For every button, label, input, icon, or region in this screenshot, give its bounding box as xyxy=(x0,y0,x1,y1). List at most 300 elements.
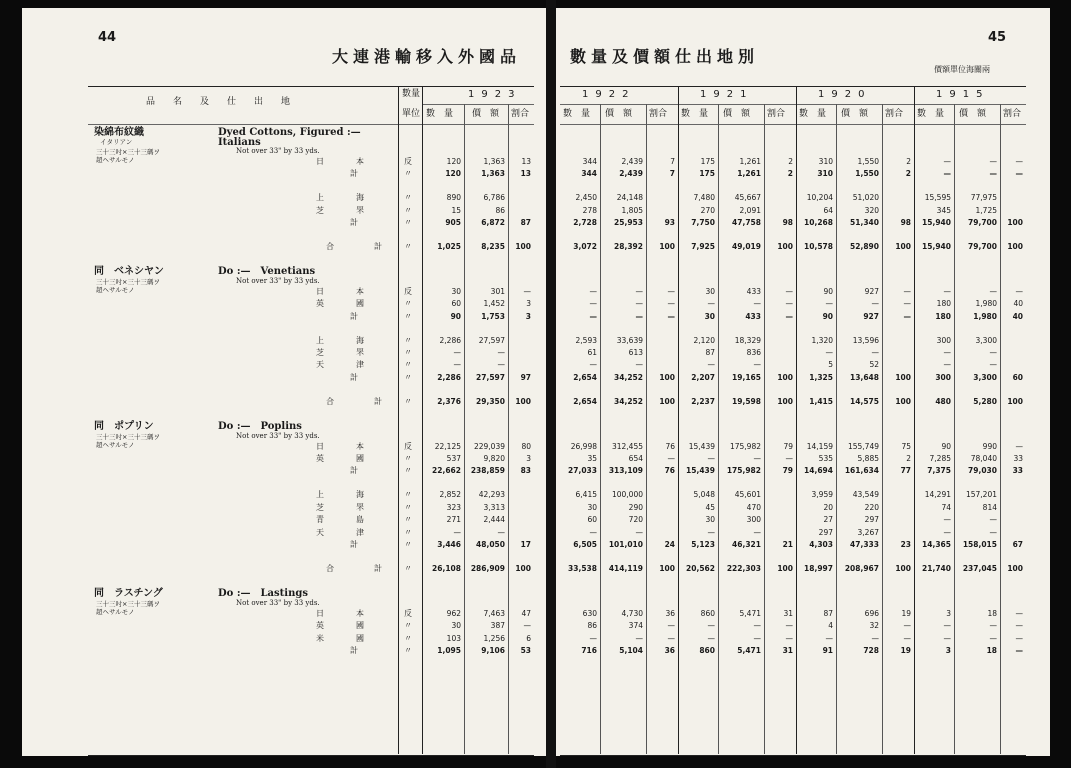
cell-value: — xyxy=(589,360,597,370)
cell-value: 2,207 xyxy=(691,372,715,382)
cell-value: 100 xyxy=(1007,218,1023,228)
cell-value: 2,286 xyxy=(437,372,461,382)
cell-value: — xyxy=(943,360,951,370)
right-page-title: 數量及價額仕出地別 xyxy=(570,47,760,66)
cell-value: 79,700 xyxy=(968,218,997,228)
cell-value: — xyxy=(903,633,911,643)
item-name-en: Dyed Cottons, Figured :— xyxy=(218,127,361,138)
cell-value: 43,549 xyxy=(852,490,879,500)
cell-value: 320 xyxy=(864,205,879,215)
cell-value: 696 xyxy=(864,608,879,618)
cell-value: 344 xyxy=(582,157,597,166)
qty-unit: 〃 xyxy=(404,645,412,655)
cell-value: — xyxy=(635,527,643,537)
qty-header: 數 量 xyxy=(681,109,709,119)
cell-value: 7,463 xyxy=(483,608,505,618)
cell-value: 286,909 xyxy=(470,563,505,573)
cell-value: 6,786 xyxy=(483,193,505,203)
origin-place: 日 本 xyxy=(316,608,364,618)
cell-value: 74 xyxy=(941,502,951,512)
cell-value: 237,045 xyxy=(962,563,997,573)
cell-value: 24 xyxy=(664,539,675,549)
cell-value: 29,350 xyxy=(476,396,505,406)
cell-value: 278 xyxy=(582,205,597,215)
cell-value: 100 xyxy=(777,396,793,406)
cell-value: 15,940 xyxy=(922,242,951,251)
cell-value: 4,303 xyxy=(809,539,833,549)
col-rule xyxy=(646,104,647,754)
cell-value: 79,700 xyxy=(968,242,997,251)
right-page-number: 45 xyxy=(988,30,1007,45)
qty-unit: 〃 xyxy=(404,299,412,309)
left-page xyxy=(22,8,546,756)
cell-value: 78,040 xyxy=(970,454,997,463)
cell-value: 34,252 xyxy=(614,372,643,382)
cell-value: 19 xyxy=(901,608,911,618)
subtotal-label: 計 xyxy=(350,169,358,179)
value-header: 價 額 xyxy=(723,109,751,119)
cell-value: 35 xyxy=(587,454,597,463)
cell-value: 3,300 xyxy=(973,372,997,382)
share-header: 割合 xyxy=(511,109,530,119)
cell-value: 6,505 xyxy=(573,539,597,549)
cell-value: 100 xyxy=(777,242,793,251)
left-table xyxy=(88,86,534,756)
cell-value: 33,538 xyxy=(568,563,597,573)
cell-value: 8,235 xyxy=(481,242,505,251)
cell-value: — xyxy=(1015,441,1023,451)
subtotal-label: 計 xyxy=(350,311,358,321)
cell-value: 80 xyxy=(521,441,531,451)
cell-value: 75 xyxy=(901,441,911,451)
cell-value: 100 xyxy=(777,372,793,382)
year-header-3: 1915 xyxy=(936,89,990,100)
cell-value: 97 xyxy=(520,372,531,382)
origin-place: 英 國 xyxy=(316,621,364,631)
share-header: 割合 xyxy=(767,109,786,119)
cell-value: 7,925 xyxy=(691,242,715,251)
cell-value: 100 xyxy=(659,242,675,251)
cell-value: 300 xyxy=(936,335,951,345)
cell-value: 3,313 xyxy=(483,502,505,512)
cell-value: — xyxy=(667,454,675,463)
spec-jp-2: 超ヘサルモノ xyxy=(96,156,135,164)
qty-unit: 反 xyxy=(404,441,412,451)
right-page xyxy=(556,8,1050,756)
cell-value: — xyxy=(635,311,643,321)
cell-value: — xyxy=(707,454,715,463)
header-rule xyxy=(88,124,534,125)
qty-unit: 〃 xyxy=(404,515,412,525)
cell-value: 860 xyxy=(699,645,715,655)
cell-value: — xyxy=(667,299,675,309)
col-rule xyxy=(882,104,883,754)
qty-unit-header-2: 單位 xyxy=(402,109,421,119)
cell-value: — xyxy=(667,633,675,643)
cell-value: 20,562 xyxy=(686,563,715,573)
total-label: 合 計 xyxy=(326,242,382,251)
cell-value: — xyxy=(707,360,715,370)
cell-value: 238,859 xyxy=(470,466,505,476)
item-name-jp: 同 ベネシヤン xyxy=(94,265,164,277)
cell-value: 100 xyxy=(659,563,675,573)
cell-value: 836 xyxy=(746,348,761,357)
cell-value: 300 xyxy=(935,372,951,382)
cell-value: 100 xyxy=(659,396,675,406)
cell-value: — xyxy=(871,633,879,643)
cell-value: — xyxy=(943,527,951,537)
value-header: 價 額 xyxy=(841,109,869,119)
col-rule xyxy=(508,104,509,754)
cell-value: — xyxy=(589,633,597,643)
spec-jp: 三十三吋×三十三碼ヲ xyxy=(96,599,160,608)
cell-value: 1,980 xyxy=(975,299,997,309)
cell-value: 36 xyxy=(665,608,675,618)
cell-value: 2,439 xyxy=(619,169,643,179)
cell-value: 23 xyxy=(900,539,911,549)
cell-value: 3 xyxy=(945,645,951,655)
cell-value: 19,598 xyxy=(732,396,761,406)
cell-value: 300 xyxy=(746,515,761,525)
cell-value: 3,267 xyxy=(857,527,879,537)
cell-value: — xyxy=(707,621,715,631)
cell-value: 14,575 xyxy=(850,396,879,406)
cell-value: 27 xyxy=(823,515,833,525)
cell-value: 387 xyxy=(490,621,505,631)
cell-value: 3,300 xyxy=(975,335,997,345)
cell-value: — xyxy=(753,299,761,309)
cell-value: 4,730 xyxy=(621,608,643,618)
cell-value: 271 xyxy=(446,515,461,525)
cell-value: — xyxy=(497,527,505,537)
cell-value: 814 xyxy=(982,502,997,512)
item-name-en: Do :— Poplins xyxy=(218,420,302,432)
cell-value: 14,694 xyxy=(804,466,833,476)
cell-value: — xyxy=(1015,621,1023,631)
cell-value: 30 xyxy=(705,286,715,296)
cell-value: 120 xyxy=(445,169,461,179)
qty-header: 數 量 xyxy=(426,109,454,119)
subtotal-label: 計 xyxy=(350,539,358,549)
cell-value: 100 xyxy=(515,242,531,251)
cell-value: 1,452 xyxy=(483,299,505,309)
cell-value: 10,578 xyxy=(804,242,833,251)
cell-value: 2,444 xyxy=(483,515,505,525)
cell-value: 86 xyxy=(587,621,597,631)
subtotal-label: 計 xyxy=(350,372,358,382)
cell-value: 7,480 xyxy=(693,193,715,203)
cell-value: 5,104 xyxy=(619,645,643,655)
col-rule xyxy=(398,86,399,754)
cell-value: 15 xyxy=(451,205,461,215)
qty-unit: 〃 xyxy=(404,372,412,382)
qty-unit: 反 xyxy=(404,608,412,618)
cell-value: 25,953 xyxy=(614,218,643,228)
cell-value: 83 xyxy=(520,466,531,476)
cell-value: 2,852 xyxy=(439,490,461,500)
binding-gutter xyxy=(546,0,556,768)
item-name-jp-2: イタリアン xyxy=(100,138,133,146)
cell-value: 2,237 xyxy=(691,396,715,406)
cell-value: 290 xyxy=(628,502,643,512)
cell-value: 1,320 xyxy=(811,335,833,345)
cell-value: 2,120 xyxy=(693,335,715,345)
cell-value: 2,091 xyxy=(739,205,761,215)
item-name-jp: 同 ラスチング xyxy=(94,587,163,599)
origin-place: 芝 罘 xyxy=(316,502,364,512)
qty-unit: 〃 xyxy=(404,360,412,370)
cell-value: 3 xyxy=(526,299,531,309)
cell-value: 374 xyxy=(628,621,643,631)
cell-value: 2,654 xyxy=(573,396,597,406)
cell-value: 13 xyxy=(520,169,531,179)
item-name-jp: 染綿布紋織 xyxy=(94,127,144,138)
cell-value: 3,959 xyxy=(811,490,833,500)
cell-value: — xyxy=(943,348,951,357)
cell-value: 103 xyxy=(446,633,461,643)
cell-value: 42,293 xyxy=(478,490,505,500)
cell-value: 52,890 xyxy=(850,242,879,251)
cell-value: 45 xyxy=(705,502,715,512)
cell-value: 19 xyxy=(900,645,911,655)
spec-en: Not over 33" by 33 yds. xyxy=(236,276,320,285)
cell-value: 175 xyxy=(700,157,715,166)
qty-unit: 〃 xyxy=(404,335,412,345)
cell-value: — xyxy=(943,169,951,179)
qty-header: 數 量 xyxy=(917,109,945,119)
qty-header: 數 量 xyxy=(563,109,591,119)
cell-value: 120 xyxy=(446,157,461,166)
cell-value: 1,256 xyxy=(483,633,505,643)
cell-value: 100 xyxy=(895,372,911,382)
cell-value: 2,286 xyxy=(439,335,461,345)
cell-value: — xyxy=(785,311,793,321)
cell-value: 45,667 xyxy=(734,193,761,203)
cell-value: 3 xyxy=(525,311,531,321)
cell-value: — xyxy=(589,311,597,321)
cell-value: 312,455 xyxy=(611,441,643,451)
origin-place: 芝 罘 xyxy=(316,348,364,357)
cell-value: 1,363 xyxy=(481,169,505,179)
cell-value: 1,980 xyxy=(973,311,997,321)
cell-value: — xyxy=(523,286,531,296)
share-header: 割合 xyxy=(885,109,904,119)
qty-unit: 〃 xyxy=(404,466,412,476)
cell-value: 33,639 xyxy=(616,335,643,345)
cell-value: — xyxy=(753,360,761,370)
cell-value: 1,725 xyxy=(975,205,997,215)
cell-value: 14,291 xyxy=(924,490,951,500)
cell-value: 31 xyxy=(782,645,793,655)
cell-value: 220 xyxy=(864,502,879,512)
cell-value: 5,471 xyxy=(739,608,761,618)
qty-unit: 〃 xyxy=(404,527,412,537)
cell-value: 28,392 xyxy=(614,242,643,251)
cell-value: 6 xyxy=(526,633,531,643)
cell-value: — xyxy=(453,360,461,370)
cell-value: 208,967 xyxy=(844,563,879,573)
cell-value: 48,050 xyxy=(476,539,505,549)
cell-value: 2 xyxy=(788,157,793,166)
cell-value: — xyxy=(1015,608,1023,618)
cell-value: — xyxy=(989,286,997,296)
cell-value: — xyxy=(785,454,793,463)
year-header-2: 1920 xyxy=(818,89,872,100)
cell-value: 2,654 xyxy=(573,372,597,382)
cell-value: 40 xyxy=(1013,299,1023,309)
origin-place: 上 海 xyxy=(316,335,364,345)
cell-value: — xyxy=(903,299,911,309)
cell-value: 2,728 xyxy=(573,218,597,228)
cell-value: — xyxy=(453,348,461,357)
unit-note: 價額單位海關兩 xyxy=(934,65,990,74)
cell-value: 1,550 xyxy=(855,169,879,179)
cell-value: 100 xyxy=(659,372,675,382)
spec-jp: 三十三吋×三十三碼ヲ xyxy=(96,277,160,286)
origin-place: 天 津 xyxy=(316,360,364,370)
cell-value: — xyxy=(871,348,879,357)
cell-value: 22,662 xyxy=(432,466,461,476)
origin-place: 米 國 xyxy=(316,633,364,643)
total-label: 合 計 xyxy=(326,563,382,573)
cell-value: 64 xyxy=(823,205,833,215)
cell-value: 101,010 xyxy=(608,539,643,549)
cell-value: 49,019 xyxy=(732,242,761,251)
cell-value: 100 xyxy=(515,563,531,573)
cell-value: 4 xyxy=(828,621,833,631)
cell-value: 1,261 xyxy=(739,157,761,166)
cell-value: 9,820 xyxy=(483,454,505,463)
cell-value: 1,363 xyxy=(483,157,505,166)
cell-value: 5 xyxy=(828,360,833,370)
cell-value: 716 xyxy=(581,645,597,655)
origin-place: 英 國 xyxy=(316,454,364,463)
cell-value: 20 xyxy=(823,502,833,512)
cell-value: 2 xyxy=(905,169,911,179)
cell-value: 90 xyxy=(941,441,951,451)
cell-value: — xyxy=(707,299,715,309)
cell-value: 860 xyxy=(700,608,715,618)
cell-value: 1,753 xyxy=(481,311,505,321)
origin-place: 上 海 xyxy=(316,193,364,203)
subtotal-label: 計 xyxy=(350,645,358,655)
cell-value: 30 xyxy=(451,621,461,631)
value-header: 價 額 xyxy=(605,109,633,119)
cell-value: 5,123 xyxy=(691,539,715,549)
cell-value: 98 xyxy=(900,218,911,228)
cell-value: 30 xyxy=(451,286,461,296)
cell-value: — xyxy=(667,286,675,296)
cell-value: — xyxy=(785,286,793,296)
cell-value: 19,165 xyxy=(732,372,761,382)
cell-value: 15,439 xyxy=(686,466,715,476)
cell-value: 60 xyxy=(1012,372,1023,382)
cell-value: 5,885 xyxy=(857,454,879,463)
cell-value: 47 xyxy=(521,608,531,618)
cell-value: 175 xyxy=(699,169,715,179)
right-table xyxy=(560,86,1026,756)
cell-value: 535 xyxy=(818,454,833,463)
cell-value: 30 xyxy=(704,311,715,321)
cell-value: 10,204 xyxy=(806,193,833,203)
cell-value: 2 xyxy=(787,169,793,179)
cell-value: — xyxy=(943,621,951,631)
cell-value: 7 xyxy=(669,169,675,179)
cell-value: — xyxy=(943,286,951,296)
cell-value: 433 xyxy=(745,311,761,321)
cell-value: 2,439 xyxy=(621,157,643,166)
cell-value: 3 xyxy=(526,454,531,463)
cell-value: 24,148 xyxy=(616,193,643,203)
cell-value: 654 xyxy=(628,454,643,463)
item-name-en-2: Italians xyxy=(218,137,261,148)
cell-value: 60 xyxy=(587,515,597,525)
origin-place: 天 津 xyxy=(316,527,364,537)
cell-value: — xyxy=(1015,645,1023,655)
cell-value: — xyxy=(785,299,793,309)
spec-jp-2: 超ヘサルモノ xyxy=(96,607,135,616)
cell-value: 720 xyxy=(628,515,643,525)
cell-value: — xyxy=(635,299,643,309)
cell-value: 13 xyxy=(521,157,531,166)
qty-unit: 〃 xyxy=(404,242,412,251)
cell-value: 33 xyxy=(1012,466,1023,476)
cell-value: — xyxy=(589,527,597,537)
cell-value: 27,033 xyxy=(568,466,597,476)
cell-value: — xyxy=(667,621,675,631)
cell-value: 17 xyxy=(520,539,531,549)
cell-value: 7 xyxy=(670,157,675,166)
cell-value: 53 xyxy=(520,645,531,655)
cell-value: 344 xyxy=(581,169,597,179)
cell-value: 1,805 xyxy=(621,205,643,215)
cell-value: — xyxy=(753,621,761,631)
qty-unit: 〃 xyxy=(404,502,412,512)
cell-value: 6,415 xyxy=(575,490,597,500)
cell-value: 7,285 xyxy=(929,454,951,463)
qty-unit: 〃 xyxy=(404,563,412,573)
cell-value: — xyxy=(989,360,997,370)
left-page-title: 大連港輸移入外國品 xyxy=(332,47,522,66)
share-header: 割合 xyxy=(649,109,668,119)
cell-value: 21,740 xyxy=(922,563,951,573)
cell-value: 90 xyxy=(822,311,833,321)
cell-value: 270 xyxy=(700,205,715,215)
cell-value: 222,303 xyxy=(726,563,761,573)
cell-value: 927 xyxy=(863,311,879,321)
left-page-number: 44 xyxy=(98,30,117,45)
cell-value: 76 xyxy=(664,466,675,476)
cell-value: 9,106 xyxy=(481,645,505,655)
cell-value: 87 xyxy=(520,218,531,228)
cell-value: 297 xyxy=(818,527,833,537)
cell-value: — xyxy=(785,621,793,631)
cell-value: 905 xyxy=(445,218,461,228)
cell-value: 1,325 xyxy=(809,372,833,382)
cell-value: 15,439 xyxy=(688,441,715,451)
cell-value: — xyxy=(989,157,997,166)
spec-jp-2: 超ヘサルモノ xyxy=(96,285,135,294)
cell-value: — xyxy=(989,169,997,179)
cell-value: 433 xyxy=(746,286,761,296)
cell-value: — xyxy=(943,633,951,643)
year-header-1923: 1923 xyxy=(468,89,522,100)
origin-place: 上 海 xyxy=(316,490,364,500)
cell-value: 31 xyxy=(783,608,793,618)
cell-value: 1,261 xyxy=(737,169,761,179)
cell-value: 36 xyxy=(664,645,675,655)
cell-value: 40 xyxy=(1012,311,1023,321)
